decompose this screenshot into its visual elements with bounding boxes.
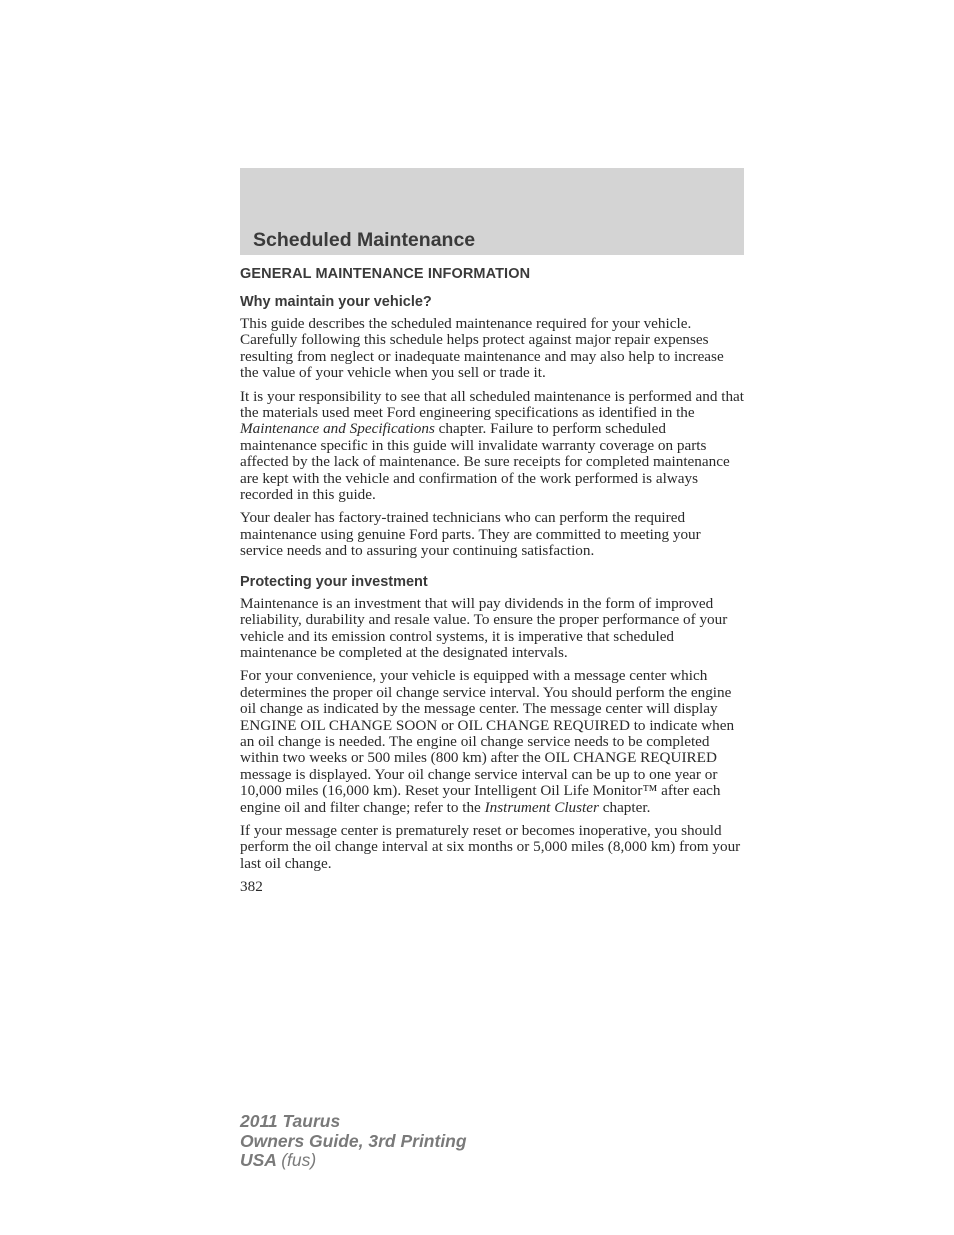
page-content — [240, 266, 746, 896]
paragraph-text: chapter. — [598, 798, 651, 816]
paragraph: If your message center is prematurely reset or becomes inoperative, you should perform the oil change interval at six months or 5,000 miles (8,000 km) from your last oil change. — [240, 821, 741, 872]
footer-guide-edition: Owners Guide, 3rd Printing — [240, 1130, 467, 1151]
paragraph — [240, 389, 746, 504]
paragraph — [240, 668, 746, 816]
chapter-title: Scheduled Maintenance — [253, 229, 476, 251]
paragraph: Maintenance is an investment that will pay dividends in the form of improved reliability, durability and resale value. To ensure the proper performance of your vehicle and its emission control systems, it is imperative that scheduled maintenance be completed at the designated intervals. — [240, 594, 728, 661]
footer-region-code: (fus) — [281, 1150, 317, 1170]
paragraph: This guide describes the scheduled maintenance required for your vehicle. Carefully following this schedule helps protect against major repair expenses resulting from neglect or inadequate maintenance and may also help to increase the value of your vehicle when you sell or trade it. — [240, 315, 724, 382]
paragraph-text: chapter. Failure to perform scheduled maintenance specific in this guide will invalidate warranty coverage on parts affected by the lack of maintenance. Be sure receipts for completed maintenance are kept with the vehicle and confirmation of the work performed is always recorded in this guide. — [240, 420, 730, 504]
paragraph-text: It is your responsibility to see that all scheduled maintenance is performed and that the materials used meet Ford engineering specifications as identified in the — [240, 387, 744, 422]
chapter-reference: Instrument Cluster — [484, 798, 599, 816]
chapter-reference: Maintenance and Specifications — [240, 420, 435, 438]
footer-region — [240, 1151, 467, 1171]
subheading-protecting-investment: Protecting your investment — [240, 573, 428, 590]
footer-country: USA — [240, 1150, 277, 1170]
footer-model: 2011 Taurus — [240, 1111, 341, 1131]
page-number: 382 — [240, 878, 263, 896]
paragraph-text: For your convenience, your vehicle is equipped with a message center which determines the proper oil change service interval. You should perform the engine oil change as indicated by the message center. The message center will display ENGINE OIL CHANGE SOON or OIL CHANGE REQUIRED to indicate when an oil change is needed. The engine oil change service needs to be completed within two weeks or 500 miles (800 km) after the OIL CHANGE REQUIRED message is displayed. Your oil change service interval can be up to one year or 10,000 miles (16,000 km). Reset your Intelligent Oil Life Monitor™ after each engine oil and filter change; refer to the — [240, 667, 735, 816]
chapter-banner — [240, 168, 744, 255]
footer — [240, 1112, 467, 1171]
subheading-why-maintain: Why maintain your vehicle? — [240, 294, 432, 310]
section-heading: GENERAL MAINTENANCE INFORMATION — [240, 266, 531, 282]
paragraph: Your dealer has factory-trained technicians who can perform the required maintenance using genuine Ford parts. They are committed to meeting your service needs and to assuring your continuing satisfaction. — [240, 509, 701, 560]
